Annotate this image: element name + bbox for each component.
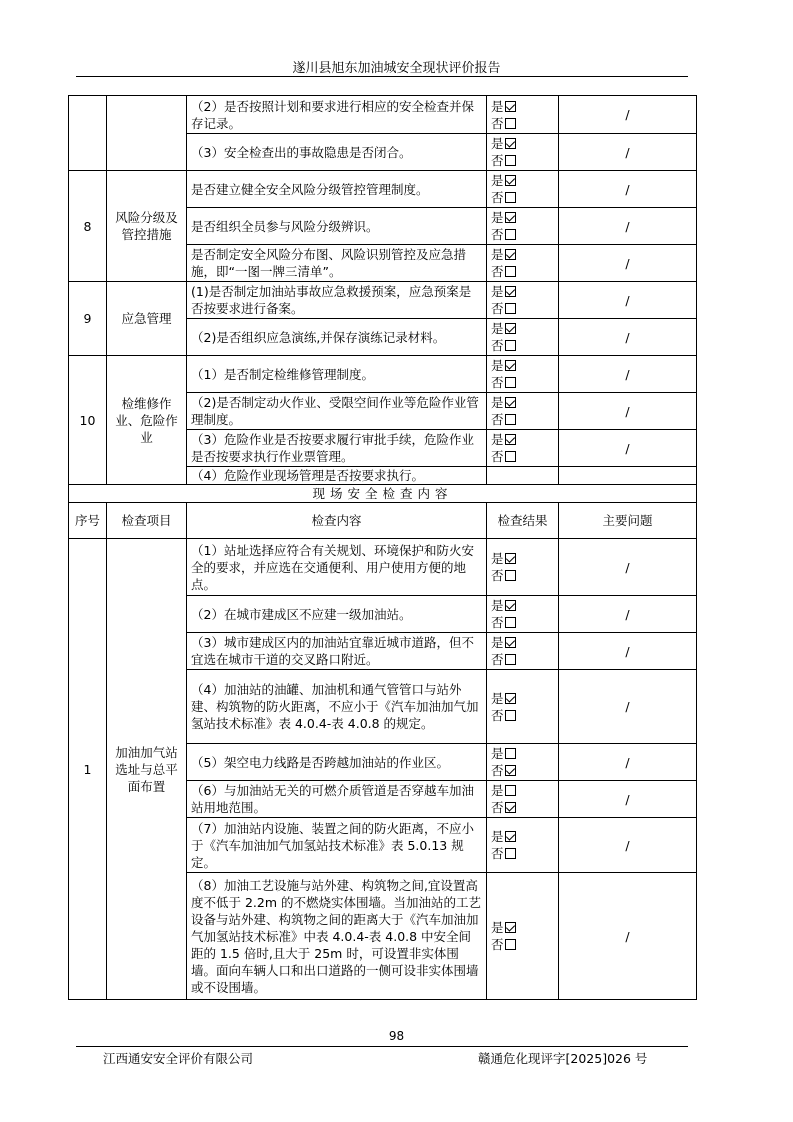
check-result [487, 467, 559, 485]
yes-label: 是 [491, 284, 504, 299]
yes-label: 是 [491, 136, 504, 151]
table-row [69, 282, 697, 319]
no-label: 否 [491, 449, 504, 464]
empty-box-icon[interactable] [505, 848, 516, 859]
check-content: （5）架空电力线路是否跨越加油站的作业区。 [187, 744, 487, 781]
table-row [69, 171, 697, 208]
check-result [487, 670, 559, 744]
check-content: 是否建立健全安全风险分级管控管理制度。 [187, 171, 487, 208]
main-issue: / [559, 356, 697, 393]
yes-label: 是 [491, 321, 504, 336]
no-option [491, 337, 554, 354]
no-option [491, 799, 554, 816]
check-content: （4）加油站的油罐、加油机和通气管管口与站外建、构筑物的防火距离，不应小于《汽车加油加气加氢站技术标准》表 4.0.4-表 4.0.8 的规定。 [187, 670, 487, 744]
check-item: 风险分级及管控措施 [107, 171, 187, 282]
yes-label: 是 [491, 98, 504, 114]
main-issue: / [559, 633, 697, 670]
no-label: 否 [491, 412, 504, 427]
no-option [491, 189, 554, 206]
check-content: （2）是否按照计划和要求进行相应的安全检查并保存记录。 [187, 96, 487, 134]
col-header-item: 检查项目 [107, 503, 187, 539]
no-option [491, 411, 554, 428]
main-issue: / [559, 539, 697, 596]
checked-box-icon[interactable] [505, 286, 516, 297]
checked-box-icon[interactable] [505, 360, 516, 371]
yes-option [491, 745, 554, 762]
yes-option [491, 597, 554, 614]
empty-box-icon[interactable] [505, 229, 516, 240]
no-option [491, 707, 554, 724]
empty-box-icon[interactable] [505, 340, 516, 351]
check-result [487, 282, 559, 319]
no-option [491, 614, 554, 631]
yes-option [491, 172, 554, 189]
main-issue: / [559, 818, 697, 873]
empty-box-icon[interactable] [505, 785, 516, 796]
empty-box-icon[interactable] [505, 939, 516, 950]
check-content: (1)是否制定加油站事故应急救援预案，应急预案是否按要求进行备案。 [187, 282, 487, 319]
check-item: 检维修作业、危险作业 [107, 356, 187, 485]
empty-box-icon[interactable] [505, 118, 516, 129]
yes-label: 是 [491, 635, 504, 650]
no-option [491, 263, 554, 280]
check-result [487, 873, 559, 1000]
main-issue: / [559, 430, 697, 467]
no-label: 否 [491, 153, 504, 168]
row-number: 1 [69, 539, 107, 1000]
no-option [491, 845, 554, 862]
no-label: 否 [491, 937, 504, 952]
yes-option [491, 394, 554, 411]
checked-box-icon[interactable] [505, 397, 516, 408]
yes-option [491, 135, 554, 152]
no-option [491, 226, 554, 243]
yes-option [491, 782, 554, 799]
no-option [491, 300, 554, 317]
check-content: （3）安全检查出的事故隐患是否闭合。 [187, 134, 487, 171]
row-number: 8 [69, 171, 107, 282]
empty-box-icon[interactable] [505, 377, 516, 388]
main-issue: / [559, 208, 697, 245]
no-option [491, 374, 554, 391]
no-label: 否 [491, 338, 504, 353]
yes-label: 是 [491, 432, 504, 447]
yes-label: 是 [491, 598, 504, 613]
table-row [69, 96, 697, 134]
checked-box-icon[interactable] [505, 637, 516, 648]
checked-box-icon[interactable] [505, 212, 516, 223]
yes-option [491, 209, 554, 226]
yes-label: 是 [491, 783, 504, 798]
check-content: （2)是否组织应急演练,并保存演练记录材料。 [187, 319, 487, 356]
no-label: 否 [491, 763, 504, 778]
report-header-title: 遂川县旭东加油城安全现状评价报告 [292, 61, 501, 76]
empty-box-icon[interactable] [505, 414, 516, 425]
check-item-cell [107, 96, 187, 171]
yes-option [491, 828, 554, 845]
check-content: （6）与加油站无关的可燃介质管道是否穿越车加油站用地范围。 [187, 781, 487, 818]
yes-option [491, 690, 554, 707]
col-header-issue: 主要问题 [559, 503, 697, 539]
no-label: 否 [491, 301, 504, 316]
yes-label: 是 [491, 173, 504, 188]
no-option [491, 651, 554, 668]
yes-option [491, 283, 554, 300]
yes-option [491, 550, 554, 567]
check-result [487, 319, 559, 356]
no-label: 否 [491, 652, 504, 667]
check-result [487, 208, 559, 245]
empty-box-icon[interactable] [505, 451, 516, 462]
main-issue: / [559, 134, 697, 171]
check-result [487, 633, 559, 670]
check-result [487, 818, 559, 873]
yes-label: 是 [491, 829, 504, 844]
checked-box-icon[interactable] [505, 693, 516, 704]
check-content: 是否制定安全风险分布图、风险识别管控及应急措施，即“一图一牌三清单”。 [187, 245, 487, 282]
main-issue: / [559, 245, 697, 282]
main-issue: / [559, 319, 697, 356]
row-number: 10 [69, 356, 107, 485]
header-divider [76, 76, 688, 77]
no-option [491, 936, 554, 953]
empty-box-icon[interactable] [505, 748, 516, 759]
check-content: （2）在城市建成区不应建一级加油站。 [187, 596, 487, 633]
check-result [487, 781, 559, 818]
yes-option [491, 98, 554, 115]
no-label: 否 [491, 375, 504, 390]
check-result [487, 744, 559, 781]
checked-box-icon[interactable] [505, 138, 516, 149]
check-result [487, 245, 559, 282]
check-content: （4）危险作业现场管理是否按要求执行。 [187, 467, 487, 485]
check-content: （3）城市建成区内的加油站宜靠近城市道路，但不宜选在城市干道的交叉路口附近。 [187, 633, 487, 670]
main-issue: / [559, 596, 697, 633]
page-number: 98 [388, 1029, 405, 1043]
footer-company: 江西通安安全评价有限公司 [103, 1051, 254, 1066]
check-content: （3）危险作业是否按要求履行审批手续，危险作业是否按要求执行作业票管理。 [187, 430, 487, 467]
check-item: 应急管理 [107, 282, 187, 356]
no-option [491, 115, 554, 132]
checked-box-icon[interactable] [505, 831, 516, 842]
section-title-row [69, 485, 697, 503]
main-issue: / [559, 393, 697, 430]
empty-box-icon[interactable] [505, 654, 516, 665]
checked-box-icon[interactable] [505, 553, 516, 564]
empty-box-icon[interactable] [505, 266, 516, 277]
no-label: 否 [491, 615, 504, 630]
check-content: （8）加油工艺设施与站外建、构筑物之间,宜设置高度不低于 2.2m 的不燃烧实体围墙。当加油站的工艺设备与站外建、构筑物之间的距离大于《汽车加油加气加氢站技术标准》中表 4.0.4-表 4.0.8 中安全间距的 1.5 倍时,且大于 25m 时，可设置非实体围墙。面向车辆人口和出口道路的一侧可设非实体围墙或不设围墙。 [187, 873, 487, 1000]
checked-box-icon[interactable] [505, 600, 516, 611]
check-result [487, 171, 559, 208]
empty-box-icon[interactable] [505, 570, 516, 581]
empty-box-icon[interactable] [505, 155, 516, 166]
table-row [69, 539, 697, 596]
column-header-row [69, 503, 697, 539]
main-issue: / [559, 781, 697, 818]
check-result [487, 393, 559, 430]
yes-option [491, 919, 554, 936]
empty-box-icon[interactable] [505, 617, 516, 628]
no-label: 否 [491, 190, 504, 205]
check-item: 加油加气站选址与总平面布置 [107, 539, 187, 1000]
main-issue: / [559, 670, 697, 744]
check-content: （1）站址选择应符合有关规划、环境保护和防火安全的要求，并应选在交通便利、用户使用方便的地点。 [187, 539, 487, 596]
main-issue: / [559, 171, 697, 208]
col-header-content: 检查内容 [187, 503, 487, 539]
yes-option [491, 431, 554, 448]
yes-label: 是 [491, 395, 504, 410]
checked-box-icon[interactable] [505, 175, 516, 186]
no-label: 否 [491, 846, 504, 861]
footer-divider [76, 1046, 688, 1047]
no-option [491, 152, 554, 169]
no-option [491, 762, 554, 779]
yes-label: 是 [491, 920, 504, 935]
no-label: 否 [491, 568, 504, 583]
no-label: 否 [491, 264, 504, 279]
yes-option [491, 320, 554, 337]
main-issue: / [559, 873, 697, 1000]
yes-label: 是 [491, 746, 504, 761]
check-content: （2)是否制定动火作业、受限空间作业等危险作业管理制度。 [187, 393, 487, 430]
inspection-table [68, 95, 697, 1000]
check-result [487, 596, 559, 633]
checked-box-icon[interactable] [505, 765, 516, 776]
col-header-no: 序号 [69, 503, 107, 539]
checked-box-icon[interactable] [505, 922, 516, 933]
yes-label: 是 [491, 210, 504, 225]
yes-option [491, 357, 554, 374]
main-issue [559, 467, 697, 485]
yes-option [491, 246, 554, 263]
empty-box-icon[interactable] [505, 192, 516, 203]
footer-doc-code: 赣通危化现评字[2025]026 号 [478, 1051, 648, 1066]
table-row [69, 356, 697, 393]
checked-box-icon[interactable] [505, 434, 516, 445]
checked-box-icon[interactable] [505, 323, 516, 334]
no-label: 否 [491, 707, 504, 723]
main-issue: / [559, 282, 697, 319]
row-number-cell [69, 96, 107, 171]
no-label: 否 [491, 227, 504, 242]
row-number: 9 [69, 282, 107, 356]
no-label: 否 [491, 115, 504, 131]
empty-box-icon[interactable] [505, 710, 516, 721]
main-issue: / [559, 744, 697, 781]
check-result [487, 430, 559, 467]
main-issue: / [559, 96, 697, 134]
checked-box-icon[interactable] [505, 101, 516, 112]
check-content: 是否组织全员参与风险分级辨识。 [187, 208, 487, 245]
yes-label: 是 [491, 358, 504, 373]
yes-label: 是 [491, 551, 504, 566]
no-label: 否 [491, 800, 504, 815]
no-option [491, 567, 554, 584]
check-result [487, 356, 559, 393]
yes-label: 是 [491, 690, 504, 706]
check-result [487, 134, 559, 171]
check-content: （7）加油站内设施、装置之间的防火距离，不应小于《汽车加油加气加氢站技术标准》表 5.0.13 规定。 [187, 818, 487, 873]
yes-option [491, 634, 554, 651]
section-title: 现场安全检查内容 [69, 485, 697, 503]
col-header-result: 检查结果 [487, 503, 559, 539]
check-result [487, 96, 559, 134]
check-result [487, 539, 559, 596]
empty-box-icon[interactable] [505, 303, 516, 314]
yes-label: 是 [491, 247, 504, 262]
checked-box-icon[interactable] [505, 802, 516, 813]
checked-box-icon[interactable] [505, 249, 516, 260]
check-content: （1）是否制定检维修管理制度。 [187, 356, 487, 393]
no-option [491, 448, 554, 465]
